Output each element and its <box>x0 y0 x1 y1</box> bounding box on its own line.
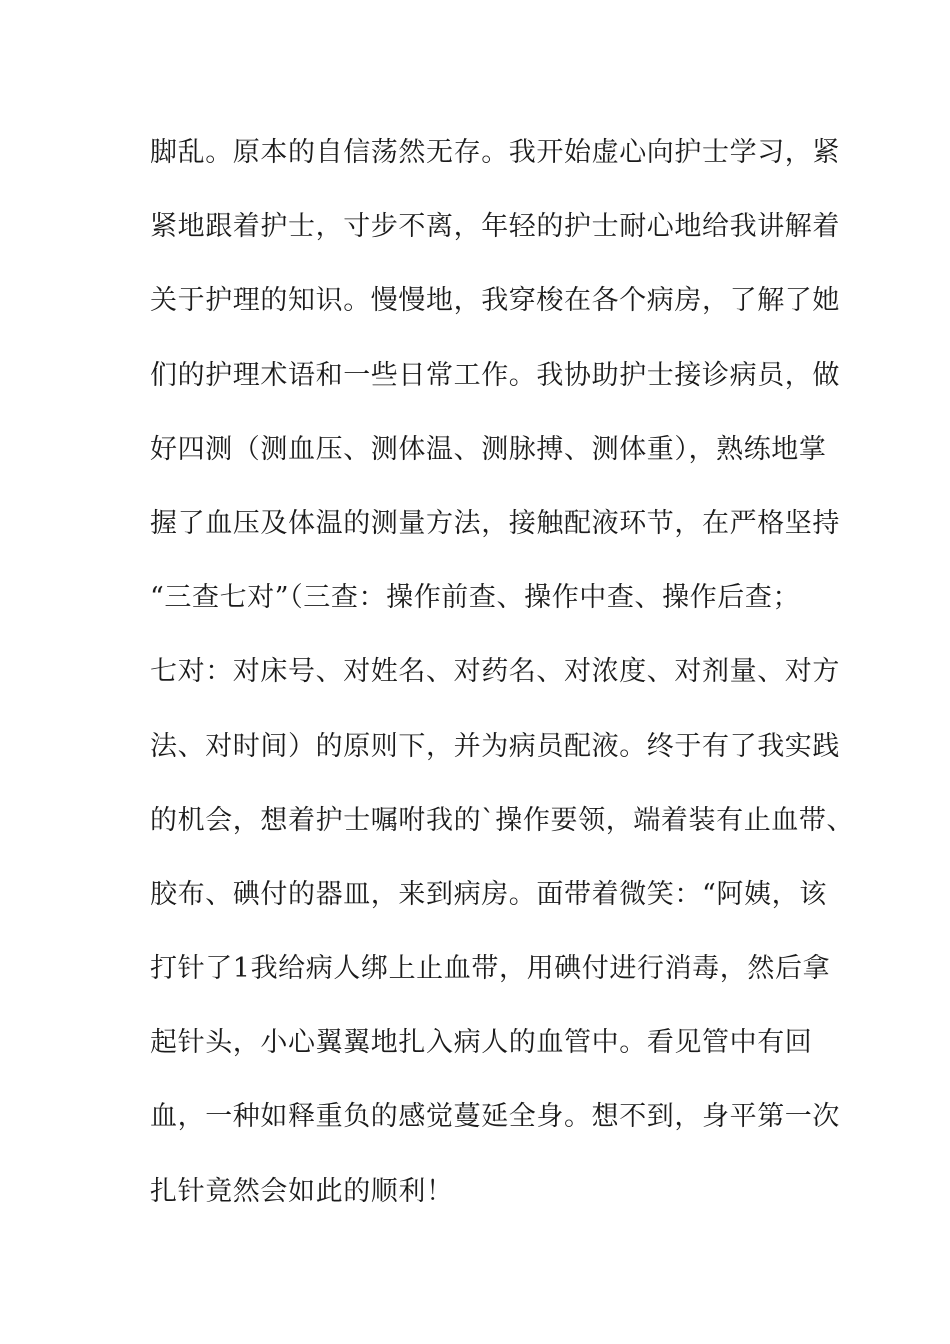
text-line: 法、对时间）的原则下，并为病员配液。终于有了我实践 <box>150 730 840 762</box>
text-line: 胶布、碘付的器皿，来到病房。面带着微笑：“阿姨，该 <box>150 878 827 910</box>
text-line: 握了血压及体温的测量方法，接触配液环节，在严格坚持 <box>150 507 840 539</box>
text-line: 紧地跟着护士，寸步不离，年轻的护士耐心地给我讲解着 <box>150 211 840 243</box>
text-line: 好四测（测血压、测体温、测脉搏、测体重），熟练地掌 <box>150 433 827 465</box>
text-line: 七对：对床号、对姓名、对药名、对浓度、对剂量、对方 <box>150 656 840 688</box>
text-line: 扎针竟然会如此的顺利！ <box>150 1175 454 1207</box>
text-line: 打针了1我给病人绑上止血带，用碘付进行消毒，然后拿 <box>150 953 831 985</box>
text-line: 们的护理术语和一些日常工作。我协助护士接诊病员，做 <box>150 359 840 391</box>
text-line: 血，一种如释重负的感觉蔓延全身。想不到，身平第一次 <box>150 1101 840 1133</box>
text-line: 脚乱。原本的自信荡然无存。我开始虚心向护士学习，紧 <box>150 137 840 168</box>
text-line: 关于护理的知识。慢慢地，我穿梭在各个病房，了解了她 <box>150 285 840 317</box>
text-line: 起针头，小心翼翼地扎入病人的血管中。看见管中有回 <box>150 1027 813 1059</box>
text-line: “三查七对”（三查：操作前查、操作中查、操作后查； <box>150 582 801 614</box>
body-paragraph <box>150 120 855 1233</box>
text-line: 的机会，想着护士嘱咐我的`操作要领，端着装有止血带、 <box>150 804 855 836</box>
